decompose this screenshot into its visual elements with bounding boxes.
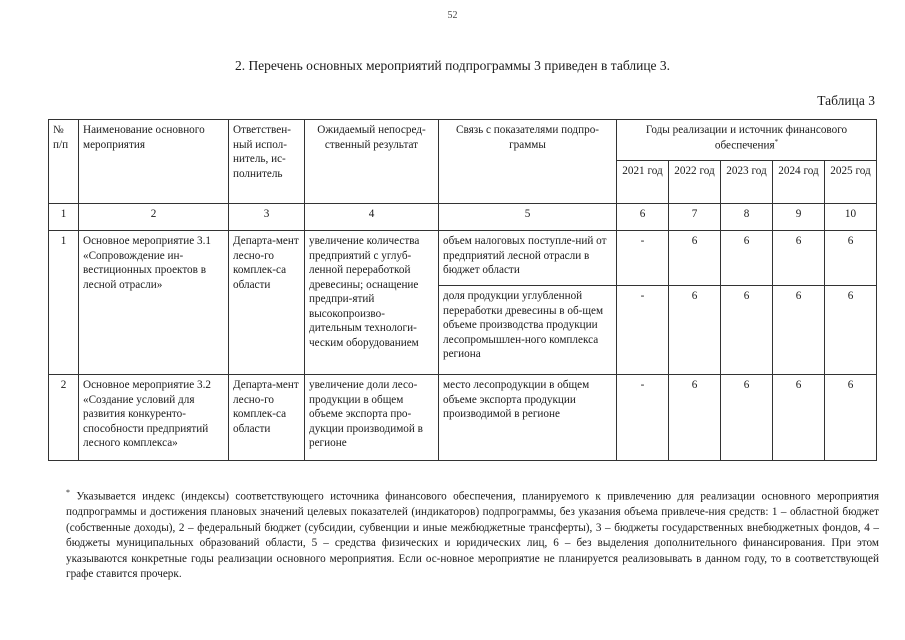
row-name: Основное мероприятие 3.2 «Создание условий для развития конкуренто-способности предприятий лесного комплекса»	[79, 375, 229, 461]
header-year: 2024 год	[773, 161, 825, 204]
row-link: место лесопродукции в общем объеме экспорта продукции производимой в регионе	[439, 375, 617, 461]
column-number: 6	[617, 204, 669, 231]
section-heading: 2. Перечень основных мероприятий подпрограммы 3 приведен в таблице 3.	[234, 58, 671, 73]
column-number: 10	[825, 204, 877, 231]
row-value: 6	[825, 231, 877, 286]
row-value: 6	[669, 231, 721, 286]
row-value: -	[617, 375, 669, 461]
row-name: Основное мероприятие 3.1 «Сопровождение ин-вестиционных проектов в лесной отрасли»	[79, 231, 229, 375]
header-result: Ожидаемый непосред-ственный результат	[305, 120, 439, 204]
row-value: 6	[669, 286, 721, 375]
header-year: 2021 год	[617, 161, 669, 204]
table-row	[49, 375, 877, 461]
column-numbers-row	[49, 204, 877, 231]
column-number: 8	[721, 204, 773, 231]
row-value: 6	[669, 375, 721, 461]
column-number: 7	[669, 204, 721, 231]
row-link: объем налоговых поступле-ний от предприятий лесной отрасли в бюджет области	[439, 231, 617, 286]
footnote-marker: *	[774, 137, 779, 146]
row-responsible: Департа-мент лесно-го комплек-са области	[229, 375, 305, 461]
row-value: 6	[773, 286, 825, 375]
row-link: доля продукции углубленной переработки древесины в об-щем объеме производства продукции лесопромышлен-ного комплекса региона	[439, 286, 617, 375]
row-result: увеличение доли лесо-продукции в общем объеме экспорта про-дукции производимой в регионе	[305, 375, 439, 461]
header-num: № п/п	[49, 120, 79, 204]
header-years-group	[617, 120, 877, 161]
row-value: 6	[773, 375, 825, 461]
row-value: -	[617, 231, 669, 286]
footnote	[66, 487, 879, 582]
row-value: 6	[773, 231, 825, 286]
row-value: 6	[721, 231, 773, 286]
row-num: 2	[49, 375, 79, 461]
column-number: 3	[229, 204, 305, 231]
header-year: 2023 год	[721, 161, 773, 204]
table-row	[49, 231, 877, 286]
header-responsible: Ответствен-ный испол-нитель, ис-полнитель	[229, 120, 305, 204]
column-number: 4	[305, 204, 439, 231]
row-value: 6	[721, 286, 773, 375]
header-name: Наименование основного мероприятия	[79, 120, 229, 204]
row-value: -	[617, 286, 669, 375]
row-value: 6	[721, 375, 773, 461]
column-number: 5	[439, 204, 617, 231]
column-number: 1	[49, 204, 79, 231]
row-value: 6	[825, 286, 877, 375]
footnote-mark: *	[66, 488, 70, 497]
table-caption: Таблица 3	[817, 93, 875, 108]
page-number: 52	[447, 10, 458, 21]
header-years-group-label: Годы реализации и источник финансового обеспечения	[645, 124, 848, 152]
row-value: 6	[825, 375, 877, 461]
column-number: 2	[79, 204, 229, 231]
header-year: 2025 год	[825, 161, 877, 204]
row-result: увеличение количества предприятий с углуб-ленной переработкой древесины; оснащение предпри-ятий высокопроизво-дительным технологи-ческим оборудованием	[305, 231, 439, 375]
header-year: 2022 год	[669, 161, 721, 204]
measures-table	[48, 119, 877, 461]
footnote-text: Указывается индекс (индексы) соответствующего источника финансового обеспечения, планируемого к привлечению для реализации основного мероприятия подпрограммы и достижения плановых значений целевых показателей (индикаторов) подпрограммы, без указания объема привлече-ния средств: 1 – областной бюджет (собственные доходы), 2 – федеральный бюджет (субсидии, субвенции и иные межбюджетные трансферты), 3 – бюджеты государственных внебюджетных фондов, 4 – бюджеты муниципальных образований области, 5 – средства физических и юридических лиц, 6 – без выделения дополнительного финансирования. При этом указываются конкретные годы реализации основного мероприятия. Если ос-новное мероприятие не планируется реализовывать в данном году, то в соответствующей графе ставится прочерк.	[66, 490, 879, 580]
row-num: 1	[49, 231, 79, 375]
column-number: 9	[773, 204, 825, 231]
header-link: Связь с показателями подпро-граммы	[439, 120, 617, 204]
row-responsible: Департа-мент лесно-го комплек-са области	[229, 231, 305, 375]
